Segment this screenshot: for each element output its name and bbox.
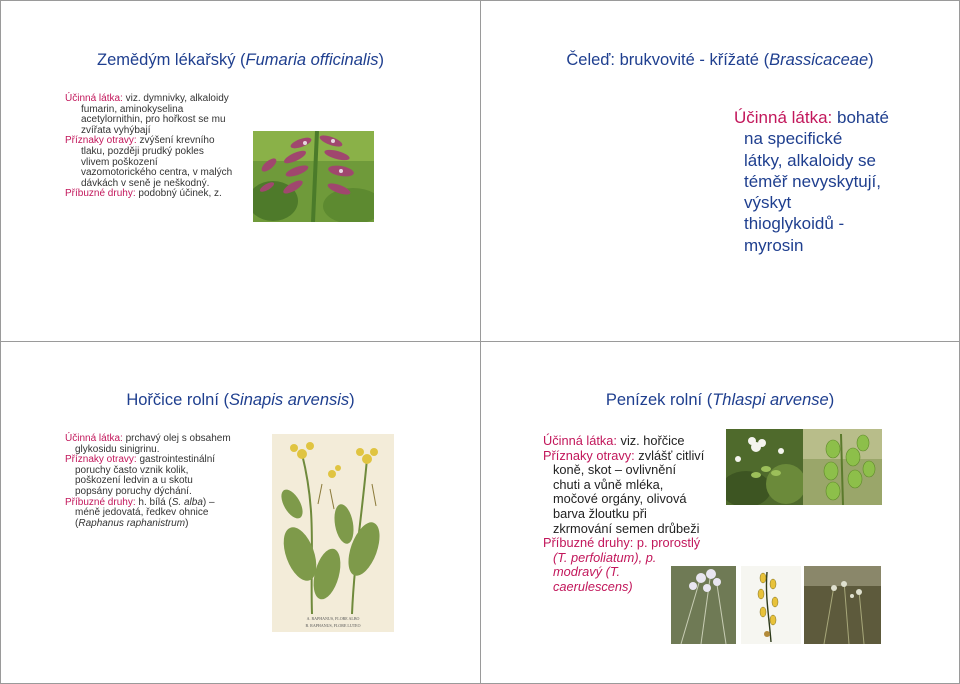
slide-title: Čeleď: brukvovité - křížaté (Brassicaceae) bbox=[566, 51, 874, 69]
text-line bbox=[65, 189, 265, 200]
text-value: vlivem poškození bbox=[81, 156, 158, 168]
text-value: dávkách v seně je neškodný. bbox=[81, 177, 210, 189]
text-value: tlaku, později prudký pokles bbox=[81, 145, 204, 157]
text-label: Účinná látka: bbox=[65, 93, 123, 104]
text-label: Příznaky otravy: bbox=[65, 135, 137, 147]
slide-sinapis bbox=[0, 341, 481, 684]
body-text: Účinná látka: bohaté na specifické látky, alkaloidy se téměř nevyskytují, výskyt thioglykoidů - myrosin bbox=[734, 108, 890, 255]
thlaspi-photo-4 bbox=[741, 566, 801, 644]
botanical-plate bbox=[272, 434, 394, 632]
slide-title: Penízek rolní (Thlaspi arvense) bbox=[605, 391, 835, 409]
text-value: zvířata vyhýbají bbox=[81, 124, 151, 136]
body-text: Účinná látka: viz. hořčice Příznaky otravy: zvlášť citliví koně, skot – ovlivnění chuti a vůně mléka, močové orgány, olivová barva žloutku při zkrmování semen drůbeži Příbuzné druhy: p. prorostlý (T. perfoliatum), p. modravý (T. caerulescens) bbox=[543, 433, 705, 594]
text-label: Příbuzné druhy: bbox=[65, 188, 136, 200]
fumaria-photo bbox=[253, 131, 374, 222]
slide-title: Zemědým lékařský (Fumaria officinalis) bbox=[97, 51, 384, 69]
slide-title: Hořčice rolní (Sinapis arvensis) bbox=[126, 391, 355, 409]
text-value: fumarin, aminokyselina bbox=[81, 103, 184, 115]
plate-caption-1: A. RAPHANUS, FLORE ALBO bbox=[306, 616, 360, 621]
thlaspi-photo-2 bbox=[803, 429, 882, 505]
text-value: vazomotorického centra, v malých bbox=[81, 167, 233, 179]
slide-fumaria bbox=[0, 0, 481, 342]
text-value: zvýšení krevního bbox=[136, 135, 215, 147]
slide-brassicaceae bbox=[480, 0, 960, 342]
body-text bbox=[65, 94, 265, 200]
text-value: viz. dymnivky, alkaloidy bbox=[122, 93, 229, 104]
thlaspi-photo-1 bbox=[726, 429, 803, 505]
thlaspi-photo-5 bbox=[804, 566, 881, 644]
text-value: acetylornithin, pro hořkost se mu bbox=[81, 114, 226, 126]
plate-caption-2: B. RAPHANUS, FLORE LUTEO bbox=[305, 623, 361, 628]
body-text: Účinná látka: prchavý olej s obsahem glykosidu sinigrinu. Příznaky otravy: gastrointestinální poruchy často vznik kolik, poškození ledvin a u skotu popsány poruchy dýchání. Příbuzné druhy: h. bílá (S. alba) – méně jedovatá, ředkev ohnice (Raphanus raphanistrum) bbox=[65, 433, 231, 529]
text-value: podobný účinek, z. bbox=[135, 188, 222, 200]
thlaspi-photo-3 bbox=[671, 566, 736, 644]
slide-thlaspi bbox=[480, 341, 960, 684]
